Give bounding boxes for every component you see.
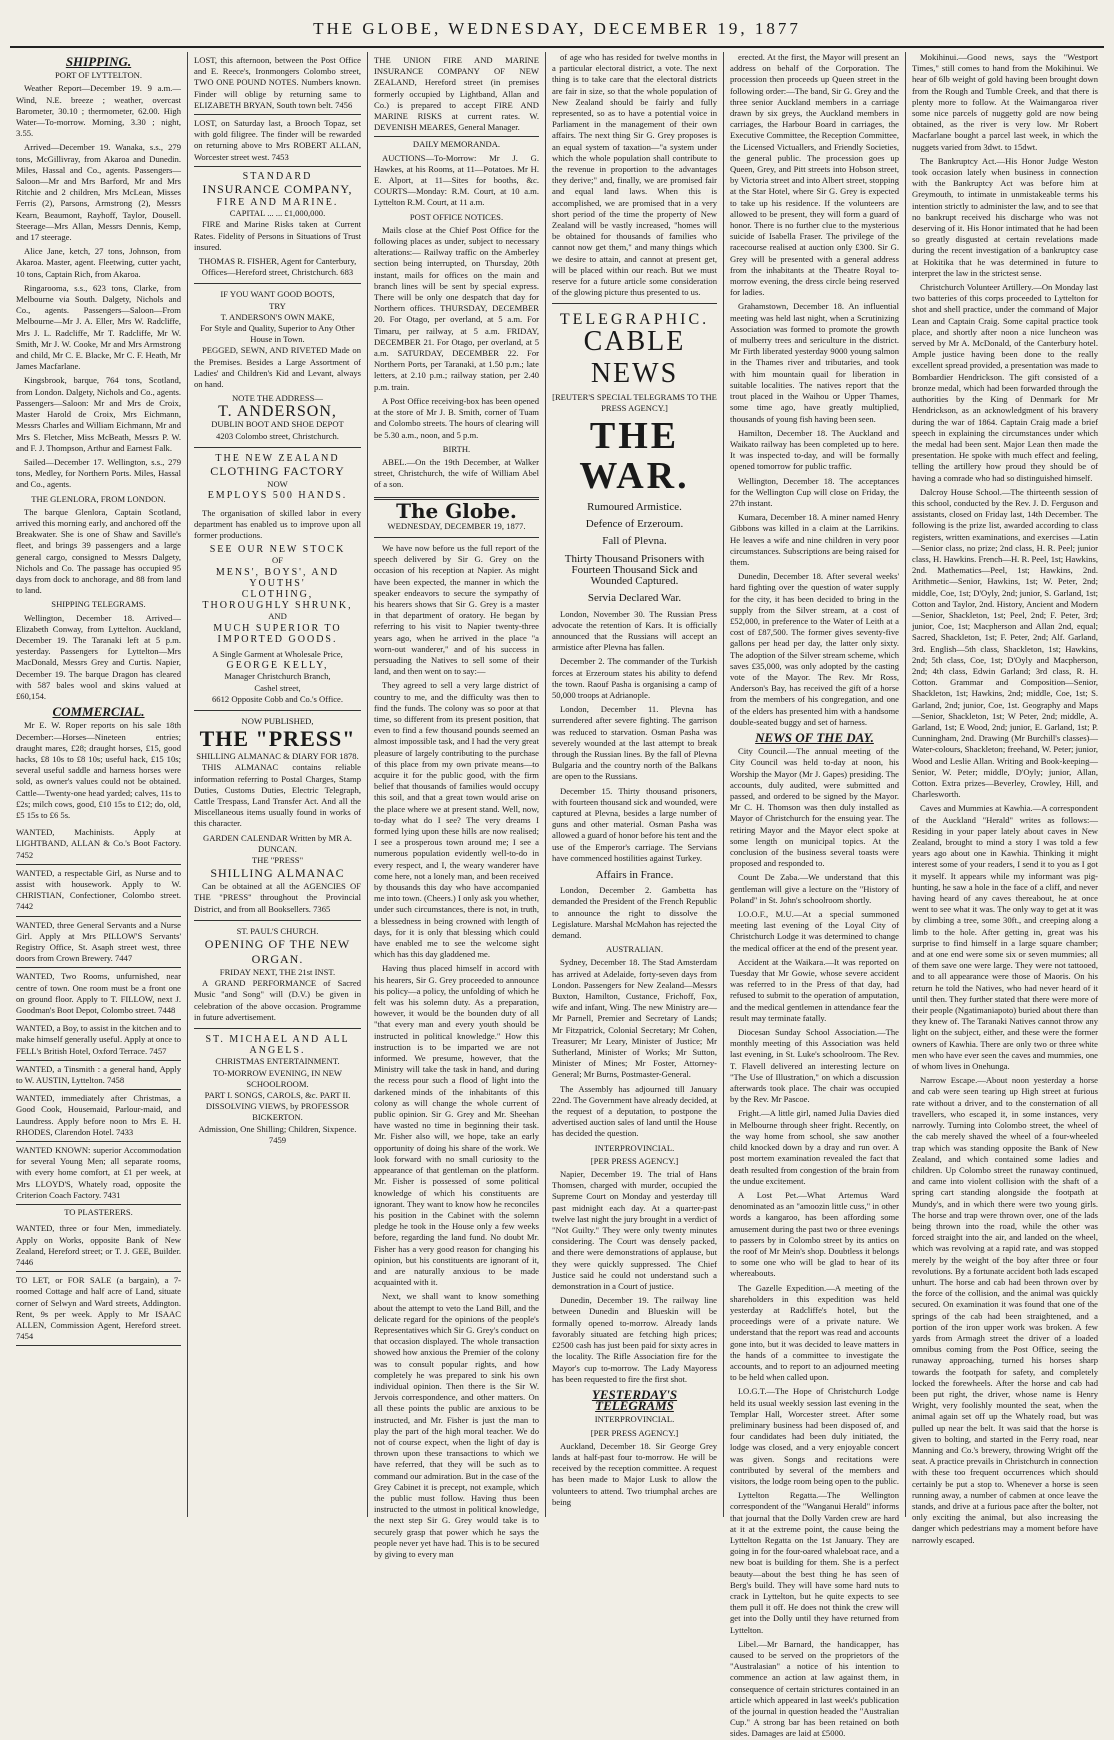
classified-ad: WANTED, three or four Men, immediately. Apply on Works, opposite Bank of New Zealand, Hereford street; or T. J. GEE, Builder. 7446 xyxy=(16,1220,181,1272)
prisoners-sub: Thirty Thousand Prisoners with Fourteen Thousand Sick and Wounded Captured. xyxy=(564,552,705,588)
interprovincial-heading-2: INTERPROVINCIAL. xyxy=(594,1414,675,1425)
australian-text: Sydney, December 18. The Stad Amsterdam has arrived at Adelaide, forty-seven days from London. Passengers for New Zealand—Messrs Buxton, Hamilton, Custance, Frichoff, Fox, wife and infant, Wing. The new Ministry are—Mr Parnell, Premier and Secretary of Lands; Mr Fitzpatrick, Colonial Secretary; Mr Cohen, Treasurer; Mr Leary, Minister of Justice; Mr Sutherland, Minister of Works; Mr Sutton, Minister of Mines; Mr Foster, Attorney-General; Mr Burns, Postmaster-General. xyxy=(552,957,717,1080)
insurance-company-title: INSURANCE COMPANY, xyxy=(202,182,353,197)
anderson-name: T. ANDERSON, xyxy=(218,403,337,421)
the-war-heading: THE WAR. xyxy=(579,415,690,498)
france-heading: Affairs in France. xyxy=(595,868,674,881)
column-2 xyxy=(188,52,368,1517)
lost-notice: LOST, this afternoon, between the Post Office and E. Reece's, Ironmongers Colombo street, TWO ONE POUND NOTES. Numbers known. Finder will oblige by returning same to ELIZABETH BRYAN, South town belt. 7456 xyxy=(194,52,361,115)
column-4 xyxy=(546,52,724,1517)
nz-heading: THE NEW ZEALAND xyxy=(215,452,340,464)
france-text: London, December 2. Gambetta has demanded the President of the French Republic to announce the right to dissolve the Legislature. Marshal McMahon has rejected the demand. xyxy=(552,885,717,940)
opposite-line: 6612 Opposite Cobb and Co.'s Office. xyxy=(211,693,343,704)
news-item: Accident at the Waikara.—It was reported on Tuesday that Mr Gowie, whose severe accident was referred to in the Press of that day, had refused to submit to the operation of amputation, and the medical gentlemen in attendance fear the result may terminate fatally. xyxy=(730,956,899,1023)
tomorrow-line: TO-MORROW EVENING, IN NEW SCHOOLROOM. xyxy=(212,1067,343,1089)
garden-line: GARDEN CALENDAR Written by MR A. DUNCAN. xyxy=(203,832,352,854)
news-item: Diocesan Sunday School Association.—The monthly meeting of this Association was held last evening, in St. Luke's schoolroom. The Rev. T. Flavell delivered an interesting lecture on "The Use of Illustration," on which a discussion afterwards took place. The chair was occupied by the Rev. Mr Pascoe. xyxy=(730,1027,899,1105)
war-report: London, December 11. Plevna has surrendered after severe fighting. The garrison was reduced to starvation. Osman Pasha was severely wounded at the last attempt to break through the Russian lines. By the fall of Plevna Bulgaria and the country north of the Balkans are open to the Russians. xyxy=(552,704,717,782)
war-report: December 15. Thirty thousand prisoners, with fourteen thousand sick and wounded, were captured at Plevna, besides a large number of guns and other material. Osman Pasha was allowed a guard of honor before his tent and the use of the Emperor's carriage. The Servians have commenced hostilities against Turkey. xyxy=(552,785,717,863)
cable-news-heading: CABLE NEWS xyxy=(583,325,686,389)
armistice-sub: Rumoured Armistice. xyxy=(587,501,682,514)
news-item: Christchurch Volunteer Artillery.—On Monday last two batteries of this corps proceeded to Lyttelton for shot and shell practice, under the command of Major Lean and Captain Craig. Some capital practice took place, and shortly after noon a nice luncheon was served by Mr A. McDonald, of the Canterbury hotel. Ample justice having been done to the really excellent spread provided, a presentation was made to Bombardier Hendrickson. The gift consisted of a bronze medal, which had been forwarded through the authorities by the King of Denmark for Mr Hendrickson, as an acknowledgment of his bravery during the war of 1864. Captain Craig made a brief speech in explaining the circumstances under which the medal had been sent. Major Lean then made the presentation. He spoke with much effect and feeling, telling the artillery how proud they should be of having a comrade who had so distinguished himself. xyxy=(912,282,1098,483)
press-title: THE "PRESS" xyxy=(199,726,356,752)
fisher-agent: THOMAS R. FISHER, Agent for Canterbury, Offices—Hereford street, Christchurch. 683 xyxy=(198,256,357,278)
column-6 xyxy=(906,52,1104,1545)
see-stock: SEE OUR NEW STOCK xyxy=(209,544,346,556)
glenlora-heading: THE GLENLORA, FROM LONDON. xyxy=(31,493,166,504)
column-1 xyxy=(10,52,188,1517)
news-item: Libel.—Mr Barnard, the handicapper, has caused to be served on the proprietors of the "Australasian" a notice of his intention to commence an action at law against them, in consequence of certain strictures contained in an article which appeared in last week's publication of the journal in question headed the "Australian Cup." A strong bar has been retained on both sides. Damages are laid at £5000. xyxy=(730,1638,899,1739)
superior-line: MUCH SUPERIOR TO xyxy=(213,622,342,634)
birth-heading: BIRTH. xyxy=(442,443,471,454)
reuter-line: [REUTER'S SPECIAL TELEGRAMS TO THE PRESS AGENCY.] xyxy=(552,391,717,413)
ringarooma-entry: Ringarooma, s.s., 623 tons, Clarke, from Melbourne via South. Dalgety, Nichols and Co., agents. Passengers—Saloon—From Melbourne—Mr J. A. Eller, Mrs W. Radcliffe, Mrs J. L. Radcliffe, Mr T. Radcliffe, Mr W. Smith, Mr J. W. Cooke, Mr and Mrs Armstrong and child, Mr C. E. Blacke, Mr C. F. Heath, Mr James Macfarlane. xyxy=(16,282,181,372)
kingsbrook-entry: Kingsbrook, barque, 764 tons, Scotland, from London. Dalgety, Nichols and Co., agents. Passengers—Saloon: Mr and Mrs de Croix, Master Harold de Croix, Mrs Eichmann, Messrs Charles and William Eichmann, Mr and Mrs S. Fletcher, Miss McBeath, Messrs P. W. and F. J. Thompson, Arthur and Earnest Falk. xyxy=(16,375,181,453)
masthead xyxy=(10,12,1104,48)
arrived-list: Arrived—December 19. Wanaka, s.s., 279 tons, McGillivray, from Akaroa and Dunedin. Miles, Hassal and Co., agents. Passengers—Saloon—Mr and Mrs Barford, Mr and Mrs Ritchie and 2 children, Mrs McLean, Misses Ferris (2), Parsons, Armstrong (2), Messrs Kearn, Beaumont, Rayhoff, Taylor, Dousell. Steerage—Mrs Allan, Messrs Dennis, Kemp, and 17 steerage. xyxy=(16,142,181,243)
servia-sub: Servia Declared War. xyxy=(587,592,682,605)
shrunk-line: THOROUGHLY SHRUNK, xyxy=(202,600,353,612)
classified-ad: TO LET, or FOR SALE (a bargain), a 7-roomed Cottage and half acre of Land, situate corner of Selwyn and Ward streets, Addington. Rent, 9s per week. Apply to Mr ISAAC ALLEN, Commission Agent, Hereford street. 7454 xyxy=(16,1272,181,1346)
almanac-text: THIS ALMANAC contains reliable information referring to Postal Charges, Stamp Duties, Customs Duties, Electric Telegraph, Cattle Trespass, Land Transfer Act. And all the Miscellaneous items usually found in works of this character. xyxy=(194,762,361,829)
published-line: NOW PUBLISHED, xyxy=(241,715,314,726)
telegram-paragraph: erected. At the first, the Mayor will present an address on behalf of the Corporation. The procession then proceeds up Queen street in the following order:—The band, Sir G. Grey and the three senior Auckland members in a carriage drawn by six greys, the Auckland members in carriages, the Harbour Board in carriages, the Executive Committee, the Reception Committee, the Licensed Victuallers, and Friendly Societies, the general public. The procession goes up Queen, Grey, and Pitt streets into Hobson street, by Victoria street and into Albert street, stopping at the Star Hotel, where Sir G. Grey is expected to take up his residence. If the volunteers are allowed to be present, they will form a guard of honor. There is no further clue to the mysterious suicide of Isabella Fraser. The privilege of the racecourse realised at auction only £300. Sir G. Grey will be presented with a general address from the inhabitants at the Theatre Royal to-morrow evening, the dress circle being reserved for ladies. xyxy=(730,52,899,298)
union-insurance-ad: THE UNION FIRE AND MARINE INSURANCE COMPANY OF NEW ZEALAND, Hereford street (in premises formerly occupied by Lightband, Allan and Co.) is prepared to accept FIRE AND MARINE RISKS at current rates. W. DEVENISH MEARES, General Manager. xyxy=(374,52,539,137)
news-item: I.O.G.T.—The Hope of Christchurch Lodge held its usual weekly session last evening in the Templar Hall, Worcester street. After some preliminary business had been disposed of, and four candidates had been duly initiated, the lodge was closed, and a very enjoyable concert was given. Songs and recitations were contributed by several of the members and visitors, the lodge room being open to the public. xyxy=(730,1386,899,1486)
classified-ad: WANTED KNOWN: superior Accommodation for several Young Men; all separate rooms, with every home comfort, at £1 per week, at Mrs LLOYD'S, Whately road, opposite the Criterion Coach Factory. 7431 xyxy=(16,1142,181,1205)
dublin-address: 4203 Colombo street, Christchurch. xyxy=(216,430,339,441)
telegram-paragraph: Dunedin, December 18. After several weeks' hard fighting over the question of water supply for the city, it has been decided to bring in the supply from the Silver stream, at a cost of £52,000, in preference to the Water of Leith at a cost of £87,500. The former gives seventy-five gallons per head per day, the latter only sixty. The adoption of the Silver stream scheme, which saves £35,000, was only adopted by the casting vote of the Mayor. The Rev. Mr Ross, Anderson's Bay, has received the gift of a horse from the members of his congregation, and one of the elders has presented him with a handsome double-seated buggy and set of harness. xyxy=(730,571,899,727)
now-line: NOW xyxy=(267,479,288,490)
columns xyxy=(10,52,1104,1739)
press-agency-line: [PER PRESS AGENCY.] xyxy=(590,1155,679,1166)
australian-heading: AUSTRALIAN. xyxy=(605,944,664,955)
cashel-line: Cashel street, xyxy=(254,682,301,693)
news-of-the-day-heading: NEWS OF THE DAY. xyxy=(755,729,874,745)
plasterers-heading: TO PLASTERERS. xyxy=(64,1207,133,1218)
church-heading: ST. PAUL'S CHURCH. xyxy=(236,925,319,936)
dublin-depot: DUBLIN BOOT AND SHOE DEPOT xyxy=(211,419,344,430)
post-office-text-2: A Post Office receiving-box has been opened at the store of Mr J. B. Smith, corner of Tuam and Colombo streets. The hours of clearing will be 5.30 a.m., noon, and 5 p.m. xyxy=(374,395,539,440)
shipping-telegrams-text: Wellington, December 18. Arrived—Elizabeth Conway, from Lyttelton. Auckland, December 19. The Taranaki left at 5 p.m. yesterday. Passengers for Lyttelton—Mrs MacDonald, Messrs Grey and Curtis. Napier, December 19. The barque Dragon has cleared with 587 bales wool and skins valued at £60,154. xyxy=(16,612,181,701)
grand-text: A GRAND PERFORMANCE of Sacred Music "and Song" will (D.V.) be given in celebration of the above occasion. Programme in future advertisement. xyxy=(194,978,361,1022)
leader-dateline: WEDNESDAY, DECEMBER 19, 1877. xyxy=(387,520,526,531)
telegram-paragraph: Wellington, December 18. The acceptances for the Wellington Cup will close on Friday, the 27th instant. xyxy=(730,475,899,508)
capital-line: CAPITAL ... ... £1,000,000. xyxy=(229,208,326,219)
friday-line: FRIDAY NEXT, THE 21st INST. xyxy=(219,967,336,977)
news-item: Count De Zaba.—We understand that this gentleman will give a lecture on the "History of Poland" in St. John's schoolroom shortly. xyxy=(730,872,899,905)
lost-notice: LOST, on Saturday last, a Brooch Topaz, set with gold filigree. The finder will be rewarded on returning above to Mrs ROBERT ALLAN, Worcester street west. 7453 xyxy=(194,115,361,167)
good-boots-line: IF YOU WANT GOOD BOOTS, xyxy=(220,289,335,300)
war-report: London, November 30. The Russian Press advocate the retention of Kars. It is officially announced that the Russians will accept an armistice after Plevna has fallen. xyxy=(552,608,717,653)
imported-line: IMPORTED GOODS. xyxy=(217,633,338,645)
globe-title: The Globe. xyxy=(396,498,517,523)
yesterdays-telegrams-heading: YESTERDAY'S TELEGRAMS xyxy=(591,1386,678,1414)
news-item: The Bankruptcy Act.—His Honor Judge Weston took occasion lately when business in connection with the Bankruptcy Act was before him at Greymouth, to intimate in unmistakeable terms his intention strictly to administer the law, and to see that no bankrupt received his discharge who was not deserving of it. His Honor intimated that he had been so greatly disgusted at certain revelations made during the recent investigation of a bankruptcy case at Hokitika that he was determined in future to interpret the law in the strictest sense. xyxy=(912,155,1098,278)
leader-paragraph: We have now before us the full report of the speech delivered by Sir G. Grey on the occasion of his reception at Napier. As might have been expected, the manner in which the speaker endeavors to secure the sympathy of his hearers shows that Sir G. Grey is a master in that department of oratory. He began by referring to his visit to Napier twenty-three years ago, when he arrived in the place "a worn-out wanderer," and of his success in persuading the Natives to sell some of their land, and then went on to say:— xyxy=(374,542,539,677)
commercial-heading: COMMERCIAL. xyxy=(52,704,145,720)
commercial-text: Mr E. W. Roper reports on his sale 18th December:—Horses—Nineteen entries; draught mares, £28; draught horses, £15, good hacks, £8 10s to £8 10s; useful hack, £15 10s; several useful saddle and harness horses were sold, as owner's values could not be obtained. Cattle—Twenty-one head yarded; calves, 11s to £2s; milch cows, good, £10 15s to £12; do, old, £5 15s to £6 5s. xyxy=(16,720,181,820)
clothing-factory-title: CLOTHING FACTORY xyxy=(210,464,345,479)
press-agency-line-2: [PER PRESS AGENCY.] xyxy=(590,1427,679,1438)
leader-continuation: of age who has resided for twelve months in a particular electoral district, a vote. The next thing is to take care that the electoral districts are fair in size, so that the whole population of New Zealand should be fairly and fully represented, so as to have a potential voice in Parliament in the management of their own affairs. The next thing Sir G. Grey proposes is an equal system of taxation—"a system under which the whole population shall contribute to the revenue in proportion to the advantages they derive;" and, finally, we are promised fair and equal land laws. When this is accomplished, we are promised that in a very short period of the time the property of New Zealand will be vastly increased, "homes will be obtained for thousands of families who cannot now get them," and many things which we desire to attain, and cannot at present get, will be placed within our reach. But we must reserve for a future article some consideration of the glowing picture thus presented to us. xyxy=(552,52,717,298)
classified-ad: WANTED, a respectable Girl, as Nurse and to assist with housework. Apply to W. CHRISTIAN, Confectioner, Colombo street. 7442 xyxy=(16,865,181,917)
interprovincial-text: Napier, December 19. The trial of Hans Thomsen, charged with murder, occupied the Supreme Court on Monday and yesterday till past midnight each day. At a quarter-past twelve last night the jury brought in a verdict of "Not Guilty." They were only twenty minutes considering. The Court was densely packed, and there were demonstrations of applause, but they were quickly suppressed. The Chief Justice said he could not understand such a demonstration in a Court of justice. xyxy=(552,1169,717,1292)
news-item: Dalcroy House School.—The thirteenth session of this school, conducted by the Rev. J. D. Ferguson and assistants, closed on Friday last, 14th December. The following is the prize list, awarded according to class registers, written examinations, and exercises —Latin—Senior class, no prize; 2nd class, H. R. Peel; junior class, H. Hawkins. French—H. R. Peel, 1st; Hawkins, 2nd. Mathematics—Peel, 1st; Hawkins, 2nd. Arithmetic—Senior, Hawkins, 1st; W. Peter, 2nd; middle, Coe, 1st; D'Oyly, 2nd; junior, S. Garland, 1st; Cotton and Taylor, 2nd. History, Ancient and Modern—Senior, Shackleton, 1st; Peel, 2nd; F. Peter, 3rd; junior, Coe, 1st; Macpherson and Allan 2nd, equal; Sacred, Shackleton, 1st; F. Peter, 2nd; Alf. Garland, 3rd. English—5th class, Shackleton, 1st; Hawkins, 2nd; 5th class, Coe, 1st; D'Oyly and Macpherson, 2nd; 4th class, Edwin Garland; 3rd class, R. H. Cotton. Grammar and Composition—Senior, Shackleton, 1st; Hawkins, 2nd; middle, Coe, 1st; S. Garland, 2nd; junior, Coe, 1st. Geography and Maps—Senior, Shackleton, 1st; W Peter, 2nd; middle, A. Garland, 1st; E Wood, 2nd; junior, E. Garland, 1st; P. Cunningham, 2nd. Drawing (Mr Burchill's classes)—Water-colours, Shackleton; freehand, W. Peter; junior, Wood and Leslie Allan. Writing and Book-keeping—Senior, W. Peter; middle, D'Oyly; junior, Allan, Cotton. Extra prizes—Beverley, Crowley, Hill, and Charlesworth. xyxy=(912,486,1098,800)
news-item: City Council.—The annual meeting of the City Council was held to-day at noon, his Worship the Mayor (Mr J. Gapes) presiding. The accounts, duly audited, were submitted and passed, and ordered to be signed by the Mayor. Mr C. H. Thomson was then duly installed as Mayor of Christchurch for the ensuing year. The retiring Mayor and the Mayor elect spoke at some length on municipal topics. At the conclusion of the business several toasts were proposed and responded to. xyxy=(730,746,899,869)
and-line: AND xyxy=(268,611,287,622)
press2-line: THE "PRESS" xyxy=(251,854,304,865)
organisation-text: The organisation of skilled labor in every department has enabled us to improve upon all former productions. xyxy=(194,507,361,540)
war-report: December 2. The commander of the Turkish forces at Erzeroum states his ability to defend the town. Raouf Pasha is organising a camp of 50,000 troops at Adrianople. xyxy=(552,656,717,700)
daily-memoranda-heading: DAILY MEMORANDA. xyxy=(412,139,501,150)
classified-ad: WANTED, Machinists. Apply at LIGHTBAND, ALLAN & Co.'s Boot Factory. 7452 xyxy=(16,824,181,865)
songs-line: PART I. SONGS, CAROLS, &c. PART II. DISSOLVING VIEWS, by PROFESSOR BICKERTON. xyxy=(204,1090,351,1123)
fire-text: FIRE and Marine Risks taken at Current Rates. Fidelity of Persons in Situations of Trust insured. xyxy=(194,219,361,252)
post-office-text: Mails close at the Chief Post Office for the following places as under, subject to necessary alterations:— Railway traffic on the Amberley section being interrupted, on Thursday, 20th instant, mails for offices on the main and branch lines will be sent by special express. There will be only one despatch that day for Northern offices. THURSDAY, DECEMBER 20. For Otago, per overland, at 5 a.m. For Timaru, per railway, at 5 a.m. FRIDAY, DECEMBER 21. For Otago, per overland, at 5 a.m. SATURDAY, DECEMBER 22. For Northern Ports, per Taranaki, at 1.50 p.m.; late letters, at 2.10 p.m.; railway station, per 2.40 p.m. train. xyxy=(374,224,539,392)
christmas-heading: CHRISTMAS ENTERTAINMENT. xyxy=(215,1056,340,1067)
sailed-list: Sailed—December 17. Wellington, s.s., 279 tons, Medley, for Northern Ports. Miles, Hassal and Co., agents. xyxy=(16,456,181,490)
of-line: OF xyxy=(272,555,283,566)
column-5 xyxy=(724,52,906,1739)
michael-heading: ST. MICHAEL AND ALL ANGELS. xyxy=(205,1034,350,1057)
fire-marine: FIRE AND MARINE. xyxy=(216,197,339,209)
note-address: NOTE THE ADDRESS— xyxy=(231,393,324,404)
shipping-heading: SHIPPING. xyxy=(65,54,132,69)
classified-ad: WANTED, immediately after Christmas, a Good Cook, Housemaid, Parlour-maid, and Laundress. Apply before noon to Mrs E. H. RHODES, Clarendon Hotel. 7433 xyxy=(16,1090,181,1142)
news-item: The Gazelle Expedition.—A meeting of the shareholders in this expedition was held yesterday at Radcliffe's hotel, but the proceedings were of a private nature. We understand that the report was read and accounts gone into, but it was decided to leave matters in the hands of a committee to investigate the accounts, and to report to an adjourned meeting to be held when called upon. xyxy=(730,1282,899,1383)
classified-ad: WANTED, Two Rooms, unfurnished, near centre of town. One room must be a front one on ground floor. Apply to T. FILLOW, next J. Goodman's Boot Depot, Colombo street. 7448 xyxy=(16,968,181,1020)
shipping-telegrams-heading: SHIPPING TELEGRAMS. xyxy=(51,599,146,610)
admission-line: Admission, One Shilling; Children, Sixpence. 7459 xyxy=(198,1123,357,1145)
news-item: Caves and Mummies at Kawhia.—A correspondent of the Auckland "Herald" writes as follows:—Residing in your paper lately about caves in New Zealand, brought to mind a story I was told a few years ago about one in Kawhia. Thinking it might interest some of your readers, I send it to you as I got it myself. It appears while my informant was pig-hunting, he saw a hole in the face of a cliff, and never having heard of any caves thereabout, he at once went to see what it was. The only way to get at it was by climbing a tree, some 30ft., and creeping along a limb to the hole. After getting in, great was his surprise to find himself in a large square chamber; and at one end were some six or seven mummies; all of them save one were large. They were not tattooed, and to all appearance were those of Maoris. On his return he told the Natives, who had never heard of it until then. They further stated that there were more of their people (Ngatimaniapoto) buried about there than they knew of. The Taranaki Natives cannot throw any light on the subject, either, and these were the former owners of Kawhia. There are only two or three white men who have ever seen the caves and mummies, one of whom lives in Onehunga. xyxy=(912,803,1098,1072)
interprovincial-text-3: Auckland, December 18. Sir George Grey lands at half-past four to-morrow. He will be received by the reception committee. A request has been made to Major Lusk to allow the volunteers to attend. Two triumphal arches are being xyxy=(552,1440,717,1507)
employs-line: EMPLOYS 500 HANDS. xyxy=(207,490,348,502)
classified-ad: WANTED, three General Servants and a Nurse Girl. Apply at Mrs PILLOW'S Servants' Registry Office, St. Asaph street west, three doors from Crown Brewery. 7447 xyxy=(16,917,181,969)
leader-paragraph: Having thus placed himself in accord with his hearers, Sir G. Grey proceeded to announce his policy—a policy, the unfolding of which he felt was his solemn duty. As a preparation, however, it would be the bounden duty of all "that every man and every youth should be instructed in political knowledge." How this instruction is to be imparted we are not informed. We presume, however, that the Ministry will take the task in hand, and during the recess pour such a flood of light into the darkened minds of the inhabitants of this colony as will change the whole current of public opinion. Sir G. Grey and Mr. Sheehan have wasted no time in beginning their task. Mr. Fisher also will, we hope, take an early opportunity of doing his share of the work. We look forward with no small curiosity to the appearance of that gentleman on the platform. Mr. Fisher is possessed of some political knowledge of which his constituents are ignorant. They want to know how he reconciles his position in the Cabinet with the solemn pledge he took in the House only a few weeks before, regarding the land fund. No doubt Mr. Fisher has a very good reason for changing his opinion, but his constituents are ignorant of it, and are naturally anxious to be made acquainted with it. xyxy=(374,963,539,1288)
plevna-sub: Fall of Plevna. xyxy=(602,535,667,548)
almanac-line: SHILLING ALMANAC & DIARY FOR 1878. xyxy=(196,751,359,762)
telegram-paragraph: Grahamstown, December 18. An influential meeting was held last night, when a Scrutinizing Association was formed to promote the growth of mulberry trees and sericulture in the district. Mr Firth liberated yesterday 9000 young salmon in the Thames river and tributaries, and took with him mountain quail for liberation in suitable localities. The natives report that the trout placed in the Waihou or Upper Thames, some time ago, have greatly multiplied, thousands of young fish having been seen. xyxy=(730,301,899,424)
telegram-paragraph: Kumara, December 18. A miner named Henry Gibbons was killed in a claim at the Larrikins. He leaves a wife and nine children in very poor circumstances. Subscriptions are being raised for them. xyxy=(730,512,899,567)
clothing-line: CLOTHING, xyxy=(241,588,314,600)
arrived-list-2: Alice Jane, ketch, 27 tons, Johnson, from Akaroa. Master, agent. Fleetwing, cutter yacht, 10 tons, Captain Rich, from Akaroa. xyxy=(16,246,181,279)
birth-text: ABEL.—On the 19th December, at Walker street, Christchurch, the wife of William Abel of a son. xyxy=(374,456,539,490)
shilling-almanac: SHILLING ALMANAC xyxy=(210,866,345,881)
opening-organ: OPENING OF THE NEW ORGAN. xyxy=(204,937,351,966)
manager-line: Manager Christchurch Branch, xyxy=(224,671,331,682)
shilling-text: Can be obtained at all the AGENCIES OF THE "PRESS" throughout the Provincial District, and from all Booksellers. 7365 xyxy=(194,881,361,914)
australian-text-2: The Assembly has adjourned till January 22nd. The Government have already decided, at the request of a deputation, to postpone the advertised auction sales of land until the House has decided the question. xyxy=(552,1083,717,1139)
news-item: I.O.O.F., M.U.—At a special summoned meeting last evening of the Loyal City of Christchurch Lodge it was determined to change the medical officer at the end of the present year. xyxy=(730,909,899,953)
telegram-paragraph: Hamilton, December 18. The Auckland and Waikato railway has been completed up to here. It was inspected to-day, and will be formally opened tomorrow for public traffic. xyxy=(730,427,899,472)
classified-ad: WANTED, a Boy, to assist in the kitchen and to make himself generally useful. Apply at once to FELL's British Hotel, Oxford Terrace. 7457 xyxy=(16,1020,181,1061)
leader-paragraph: Next, we shall want to know something about the attempt to veto the Land Bill, and the delicate regard for the opinions of the people's Representatives which Sir G. Grey's conduct on that occasion displayed. The whole transaction showed how anxious the Premier of the colony was to consult popular rights, and how completely he was prepared to sink his own individual opinion. Then there is the Sir W. Jervois correspondence, and other matters. On all these points the public are anxious to be instructed, and Mr. Fisher is just the man to play the part of the high moral teacher. We do not of course expect, when the light of day is thrown upon these transactions to which we have referred, that they will be such as to command our admiration. But in the case of the Grey Cabinet it is precept, not example, which the public must follow. Having thus been instructed to the utmost in political knowledge, the next step Sir G. Grey would take is to securely grasp that power which he says the people never yet have had. This is to be secured by giving to every man xyxy=(374,1291,539,1559)
news-item: A Lost Pet.—What Artemus Ward denominated as an "amoozin little cuss," in other words a kangaroo, has been affording some amusement during the past two or three evenings to passers by in Colombo street by its antics on the roof of Mr Mein's shop. Doubtless it belongs to some one who will be glad to hear of its whereabouts. xyxy=(730,1189,899,1279)
masthead-title: THE GLOBE, WEDNESDAY, DECEMBER 19, 1877 xyxy=(313,19,801,38)
leader-paragraph: They agreed to sell a very large district of country to me, and the difficulty was then to find the funds. The colony was so poor at that time, so different from its present position, that even to find a few thousand pounds seemed an almost impossible task, and I had the very great pleasure of largely contributing to the purchase of this place from my own private means—to acquire it for the public good, with the firm belief that thousands of families would occupy this soil, and that a great town would arise on the place where we at present stand. Well, now, to-day what do I see? The very dreams I formed lying upon these hills are now realised; I see a prosperous town around me; I see a numerous population evidently well-to-do in every respect, and I, the weary wanderer have come here, not a lonely man, and been received by thousands this day who have accompanied me into town. (Cheers.) I only ask you whether, under such circumstances, there is not, in truth, a blessedness in being crowned with length of days, for it is only that blessing which could have enabled me to see the welcome sight which has this day gladdened me. xyxy=(374,680,539,960)
try-line: TRY xyxy=(269,300,286,311)
anderson-own-make: T. ANDERSON'S OWN MAKE, xyxy=(220,311,335,322)
news-item: Mokihinui.—Good news, says the "Westport Times," still comes to hand from the Mokihinui. We hear of 6lb weight of gold having been brought down from the Rough and Tumble Creek, and that there is plenty more to follow. At the Waimangaroa river some nice parcels of nuggetty gold are now being obtained, as the river is very low. Mr Robert Macfarlane bought a parcel last week, in which the nuggets varied from 3dwt. to 15dwt. xyxy=(912,52,1098,152)
standard-heading: STANDARD xyxy=(242,170,313,182)
classified-ad: WANTED, a Tinsmith : a general hand, Apply to W. AUSTIN, Lyttelton. 7458 xyxy=(16,1061,181,1090)
kelly-name: GEORGE KELLY, xyxy=(226,660,329,672)
telegraphic-heading: TELEGRAPHIC. xyxy=(559,311,710,329)
mens-line: MENS', BOYS', AND YOUTHS' xyxy=(215,566,340,589)
interprovincial-text-2: Dunedin, December 19. The railway line between Dunedin and Blueskin will be formally opened to-morrow. Already lands favorably situated are fetching high prices; £2500 cash has just been paid for sixty acres in the locality. The Rifle Association fire for the Mayor's cup to-morrow. The Lady Mayoress has been requested to fire the first shot. xyxy=(552,1295,717,1384)
post-office-heading: POST OFFICE NOTICES. xyxy=(409,211,504,222)
glenlora-text: The barque Glenlora, Captain Scotland, arrived this morning early, and anchored off the Breakwater. She is one of Shaw and Saville's fleet, and brings 39 passengers and a large general cargo, consigned to Messrs Dalgety, Nichols and Co. The passage has occupied 95 days from dock to anchorage, and 88 from land to land. xyxy=(16,506,181,596)
interprovincial-heading: INTERPROVINCIAL. xyxy=(594,1142,675,1153)
pegged-text: PEGGED, SEWN, AND RIVETED Made on the Premises. Besides a Large Assortment of Ladies' and Children's Kid and Levant, always on hand. xyxy=(194,345,361,390)
news-item: Fright.—A little girl, named Julia Davies died in Melbourne through sheer fright. Recently, on the way home from school, she saw another child knocked down by a dray and run over. A post mortem examination revealed the fact that death resulted from congestion of the brain from the undue excitement. xyxy=(730,1108,899,1186)
daily-memoranda: AUCTIONS—To-Morrow: Mr J. G. Hawkes, at his Rooms, at 11—Potatoes. Mr H. E. Alport, at 11—Sites for booths, &c. COURTS—Monday: R.M. Court, at 10 a.m. Lyttelton R.M. Court, at 11 a.m. xyxy=(374,152,539,208)
weather-report: Weather Report—December 19. 9 a.m.—Wind, N.E. breeze ; weather, overcast Barometer, 30.10 ; thermometer, 62.00. High Water—To-morrow. Morning, 3.30 ; night, 3.55. xyxy=(16,83,181,139)
column-3 xyxy=(368,52,546,1559)
news-item: Lyttelton Regatta.—The Wellington correspondent of the "Wanganui Herald" informs that journal that the Dolly Varden crew are hard at it at the extreme point, the cause being the Lyttelton Regatta on the 1st January. They are going in for the four-oared whaleboat race, and a new boat is building for them. She is a perfect beauty—about the best thing he has seen of Berg's build. They will have some hard nuts to crack in Lyttelton, but he quite expects to see them pull it off. He does not think the crew will get into the Dolly until they have returned from Lyttelton. xyxy=(730,1490,899,1635)
port-heading: PORT OF LYTTELTON. xyxy=(54,70,143,81)
wholesale-line: A Single Garment at Wholesale Price, xyxy=(212,648,343,659)
anderson-text: For Style and Quality, Superior to Any Other House in Town. xyxy=(200,323,355,345)
erzeroum-sub: Defence of Erzeroum. xyxy=(585,518,684,531)
news-item: Narrow Escape.—About noon yesterday a horse and cab were seen tearing up High street at furious rate without a driver, and to the consternation of all travellers, who escaped it, in some instances, very narrowly. Turning into Colombo street, the wheel of the cab merely shaved the wheel of a four-wheeled trap which was standing opposite the Bank of New Zealand, and which contained some ladies and children. Up Colombo street the runaway continued, and came into violent collision with the shaft of a spring cart standing alongside the footpath at Mundy's, and in which there were two young girls. The horse and trap were thrown over, one of the lads being thrown into the road, while the other was forced straight into the air, and landed on the wheel, which was revolving at a rapid rate, and was stopped merely by the weight of the boy after three or four revolutions. By a fortunate accident both lads escaped unhurt. The horse and cab had been thrown over by the force of the collision, and the animal was quickly secured. On examination it was found that one of the springs of the cab had been straightened, and a portion of the iron upper work was broken. A few yards from Armagh street the driver of a loaded omnibus coming from the Post Office, seeing the runaway approaching, turned his horses sharp towards the footpath for safety, and completely locked the forewheels. After the horse and cab had been put right, the driver, whose name is Henry Wright, very foolishly mounted the seat, when the animal again set off up the Whately road, but was pulled up near the belt. It was said that the horse is given to bolting, and started in the Ferry road, near Manning and Co.'s brewery, throwing Wright off the seat. A practice prevails in Christchurch in connection with these too frequent occurrences which should certainly be put a stop to. Whenever a horse is seen running away, a number of cabmen at once leave the stands, and drive at a furious pace after the bolter, not only exciting the animal, but also increasing the danger which pedestrians may a moment before have narrowly escaped. xyxy=(912,1075,1098,1545)
